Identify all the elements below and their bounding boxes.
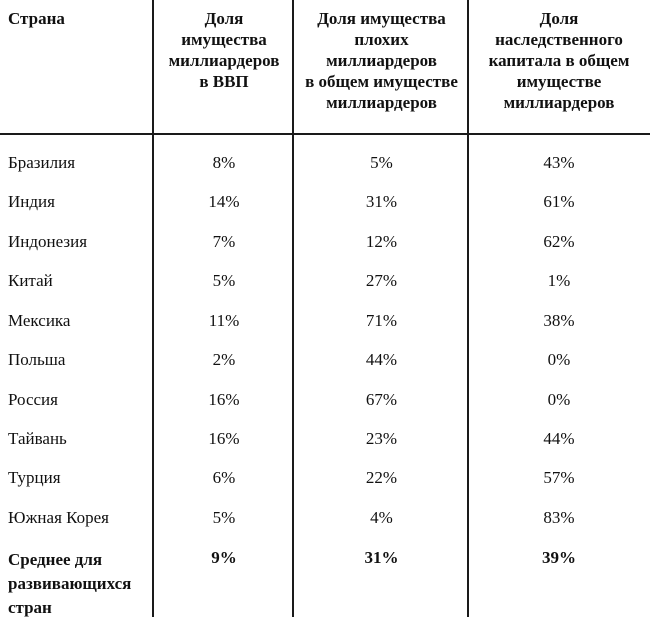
header-line: имуществе bbox=[516, 72, 602, 91]
header-line: миллиардеров bbox=[326, 51, 437, 70]
country-cell: Бразилия bbox=[8, 153, 76, 172]
inherited-share-cell: 0% bbox=[547, 350, 571, 369]
header-line: в ВВП bbox=[199, 72, 249, 91]
table-row bbox=[0, 385, 650, 415]
inherited-share-cell: 83% bbox=[543, 508, 575, 527]
table-row bbox=[0, 503, 650, 533]
table-row bbox=[0, 148, 650, 178]
table-row bbox=[0, 227, 650, 257]
header-line: Страна bbox=[8, 9, 65, 28]
bad-share-cell: 71% bbox=[365, 311, 398, 330]
table-row bbox=[0, 345, 650, 375]
header-inherited-share bbox=[470, 8, 648, 113]
gdp-share-cell: 6% bbox=[212, 468, 236, 487]
country-cell: Польша bbox=[8, 350, 66, 369]
header-line: Доля имущества bbox=[317, 9, 446, 28]
country-cell: Тайвань bbox=[8, 429, 67, 448]
bad-share-cell: 31% bbox=[364, 548, 399, 567]
header-line: капитала в общем bbox=[488, 51, 630, 70]
bad-share-cell: 22% bbox=[365, 468, 398, 487]
bad-share-cell: 27% bbox=[365, 271, 398, 290]
average-label-line: развивающихся bbox=[8, 574, 132, 593]
inherited-share-cell: 43% bbox=[543, 153, 575, 172]
gdp-share-cell: 2% bbox=[212, 350, 236, 369]
header-line: плохих bbox=[354, 30, 409, 49]
table-row bbox=[0, 306, 650, 336]
gdp-share-cell: 16% bbox=[208, 390, 240, 409]
bad-share-cell: 31% bbox=[365, 192, 398, 211]
gdp-share-cell: 8% bbox=[212, 153, 236, 172]
inherited-share-cell: 39% bbox=[542, 548, 576, 567]
country-cell: Индия bbox=[8, 192, 55, 211]
gdp-share-cell: 14% bbox=[208, 192, 240, 211]
bad-share-cell: 5% bbox=[370, 153, 393, 172]
country-cell: Россия bbox=[8, 390, 58, 409]
average-label-line: Среднее для bbox=[8, 550, 103, 569]
header-line: наследственного bbox=[495, 30, 623, 49]
inherited-share-cell: 57% bbox=[543, 468, 575, 487]
table-row bbox=[0, 266, 650, 296]
country-cell: Индонезия bbox=[8, 232, 88, 251]
header-country bbox=[8, 8, 148, 29]
header-line: в общем имуществе bbox=[305, 72, 458, 91]
header-line: миллиардеров bbox=[503, 93, 615, 112]
gdp-share-cell: 7% bbox=[212, 232, 236, 251]
gdp-share-cell: 5% bbox=[212, 271, 236, 290]
gdp-share-cell: 11% bbox=[208, 311, 240, 330]
header-gdp-share bbox=[155, 8, 293, 92]
header-line: миллиардеров bbox=[326, 93, 437, 112]
bad-share-cell: 44% bbox=[365, 350, 398, 369]
bad-share-cell: 12% bbox=[365, 232, 398, 251]
table-row bbox=[0, 187, 650, 217]
header-line: миллиардеров bbox=[168, 51, 280, 70]
table-row bbox=[0, 424, 650, 454]
header-line: Доля bbox=[539, 9, 579, 28]
country-cell: Турция bbox=[8, 468, 61, 487]
inherited-share-cell: 1% bbox=[547, 271, 571, 290]
inherited-share-cell: 44% bbox=[543, 429, 575, 448]
inherited-share-cell: 0% bbox=[547, 390, 571, 409]
header-line: имущества bbox=[181, 30, 267, 49]
inherited-share-cell: 38% bbox=[543, 311, 575, 330]
header-line: Доля bbox=[204, 9, 244, 28]
table-row bbox=[0, 463, 650, 493]
gdp-share-cell: 16% bbox=[208, 429, 240, 448]
bad-share-cell: 67% bbox=[365, 390, 398, 409]
inherited-share-cell: 62% bbox=[543, 232, 575, 251]
country-cell: Южная Корея bbox=[8, 508, 109, 527]
bad-share-cell: 4% bbox=[370, 508, 393, 527]
header-bad-share bbox=[295, 8, 468, 113]
country-cell: Китай bbox=[8, 271, 53, 290]
gdp-share-cell: 5% bbox=[212, 508, 236, 527]
average-row bbox=[0, 543, 650, 573]
average-label-line: стран bbox=[8, 598, 52, 617]
inherited-share-cell: 61% bbox=[543, 192, 575, 211]
country-cell: Мексика bbox=[8, 311, 71, 330]
gdp-share-cell: 9% bbox=[211, 548, 237, 567]
bad-share-cell: 23% bbox=[365, 429, 398, 448]
header-divider bbox=[0, 133, 650, 135]
